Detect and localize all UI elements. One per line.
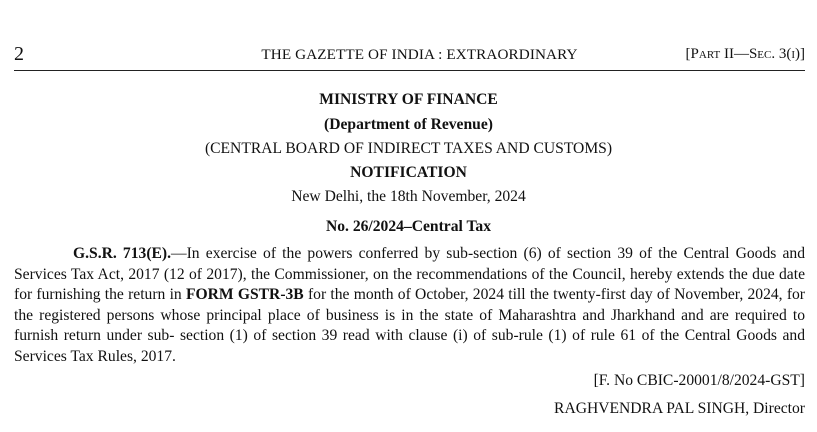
- place-date: New Delhi, the 18th November, 2024: [291, 188, 526, 205]
- file-number: [F. No CBIC-20001/8/2024-GST]: [593, 372, 805, 389]
- page-number: 2: [14, 43, 24, 65]
- board-heading: (CENTRAL BOARD OF INDIRECT TAXES AND CUSTOMS): [204, 140, 613, 157]
- part-section-label: [Part II—Sec. 3(i)]: [685, 46, 805, 62]
- department-heading: (Department of Revenue): [324, 116, 493, 133]
- ministry-heading: MINISTRY OF FINANCE: [319, 91, 498, 108]
- body-text-part-1: —In exercise of the powers conferred by sub-section (6) of section 39 of the Central Goods and Services Tax Act, 2017 (12 of 2017), the Commissioner, on the recommendations of the Council, hereby extends the due date for furnishing the return in: [14, 245, 805, 304]
- body-text-part-2: for the month of October, 2024 till the twenty-first day of November, 2024, for the registered persons whose principal place of business is in the state of Maharashtra and Jharkhand and are required to furnish return under sub- section (1) of section 39 read with clause (i) of sub-rule (1) of rule 61 of the Central Goods and Services Tax Rules, 2017.: [14, 286, 805, 365]
- notification-number: No. 26/2024–Central Tax: [325, 218, 492, 235]
- gazette-header: [14, 43, 805, 71]
- notification-body: [14, 244, 805, 368]
- notification-heading: NOTIFICATION: [350, 164, 467, 181]
- signatory: RAGHVENDRA PAL SINGH, Director: [554, 400, 805, 417]
- gsr-number: G.S.R. 713(E).: [73, 245, 172, 262]
- form-name: FORM GSTR-3B: [185, 286, 304, 304]
- gazette-title: THE GAZETTE OF INDIA : EXTRAORDINARY: [261, 46, 578, 63]
